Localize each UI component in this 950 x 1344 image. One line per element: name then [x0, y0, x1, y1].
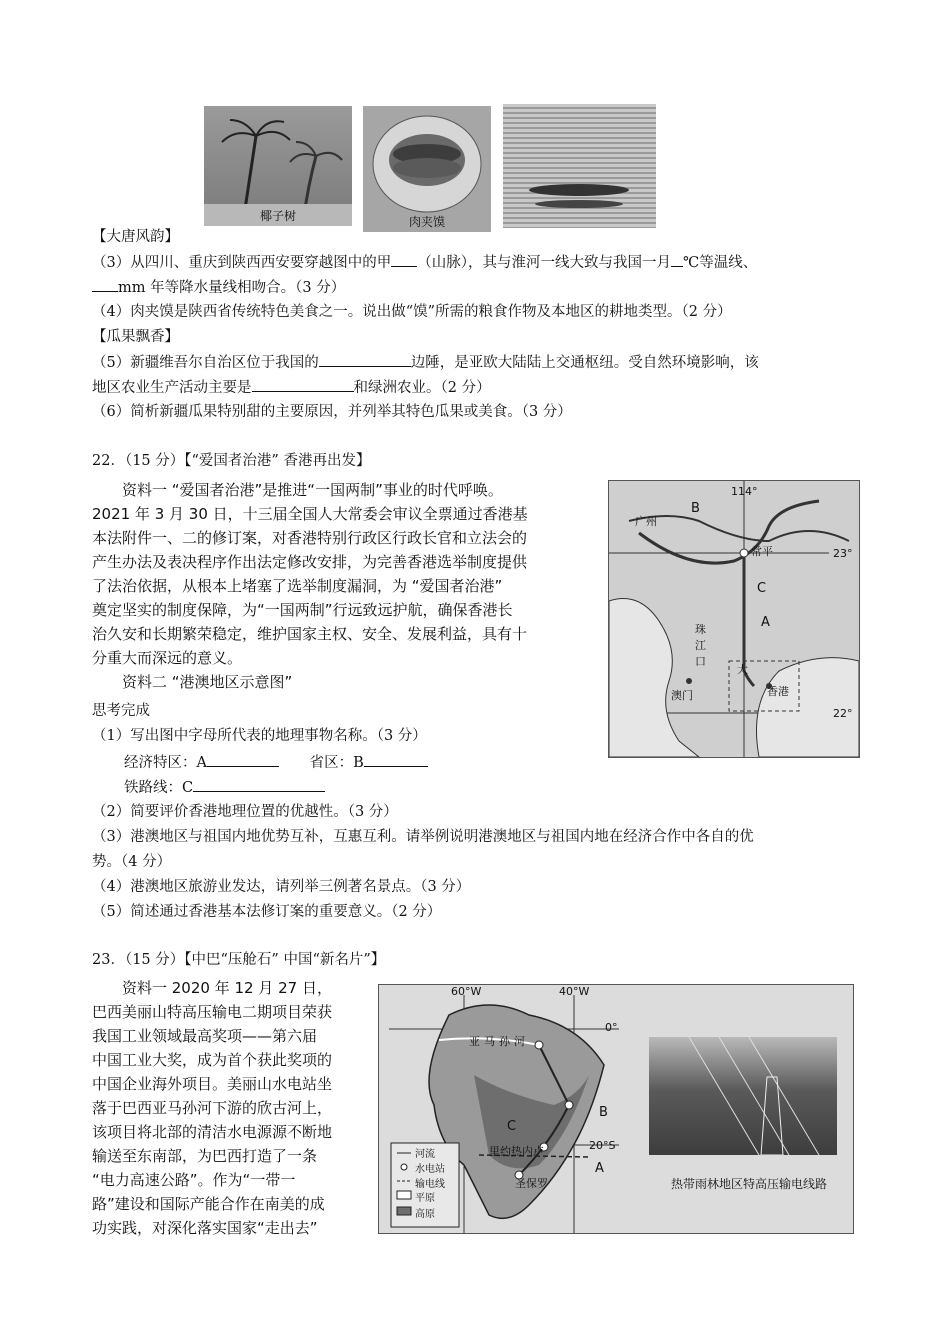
q22-q3-line1: （3）港澳地区与祖国内地优势互补，互惠互利。请举例说明港澳地区与祖国内地在经济合作中各自的优	[92, 829, 754, 845]
coconut-tree-photo	[204, 106, 352, 226]
q5-blank-border[interactable]	[319, 352, 411, 367]
map23-legend-plateau: 高原	[415, 1209, 435, 1220]
q23-para-line: 输送至东南部，为巴西打造了一条	[92, 1147, 318, 1165]
q23-para-line: “电力高速公路”。作为“一带一	[92, 1171, 296, 1189]
q22-para-line: 奠定坚实的制度保障，为“一国两制”行远致远护航，确保香港长	[92, 601, 513, 619]
map22-lat23: 23°	[833, 547, 853, 560]
map23-legend-river: 河流	[415, 1149, 435, 1160]
map23-legend-plain: 平原	[415, 1193, 435, 1204]
map22-zhujiangkou-2: 江	[695, 639, 706, 652]
hk-macau-map	[608, 480, 860, 758]
q22-title: 22．（15 分）【“爱国者治港” 香港再出发】	[92, 453, 371, 469]
map22-shenzhen: 大	[737, 663, 748, 676]
q23-para-line: 该项目将北部的清洁水电源源不断地	[92, 1123, 333, 1141]
q23-material1	[92, 976, 372, 1240]
map23-label-a: A	[595, 1161, 604, 1176]
melon-heading: 【瓜果飘香】	[92, 329, 179, 345]
q22-para-line: 产生办法及表决程序作出法定修改安排，为完善香港选举制度提供	[92, 553, 528, 571]
map22-changping: 常平	[751, 545, 773, 558]
map23-lat20: 20°S	[589, 1139, 616, 1152]
roujiamo-photo	[363, 106, 491, 232]
q23-title: 23．（15 分）【中巴“压舱石” 中国“新名片”】	[92, 952, 386, 968]
q22-para-line: 了法治依据，从根本上堵塞了选举制度漏洞，为 “爱国者治港”	[92, 577, 503, 595]
q22-think: 思考完成	[92, 703, 150, 719]
q22-blank-b[interactable]	[364, 752, 428, 767]
q23-para-line: 落于巴西亚马孙河下游的欣古河上，	[92, 1099, 333, 1117]
melon-q5-line1: （5）新疆维吾尔自治区位于我国的 边陲，是亚欧大陆陆上交通枢纽。受自然环境影响，该	[92, 352, 759, 373]
q23-para-line: 巴西美丽山特高压输电二期项目荣获	[92, 1003, 333, 1021]
q22-para-line: 本法附件一、二的修订案，对香港特别行政区行政长官和立法会的	[92, 529, 528, 547]
transmission-line-photo	[649, 1037, 837, 1155]
map23-legend-station: 水电站	[415, 1164, 445, 1175]
q22-q3-line2: 势。（4 分）	[92, 854, 172, 870]
q22-q1-rail: 铁路线：C	[124, 777, 325, 798]
map23-amazon: 亚马孙河	[469, 1035, 529, 1048]
roujiamo-caption: 肉夹馍	[408, 215, 445, 229]
q22-blank-c[interactable]	[193, 777, 325, 792]
q22-material2: 资料二 “港澳地区示意图”	[122, 673, 293, 691]
q3-blank-temp[interactable]	[671, 252, 683, 267]
tang-q3-line2: mm 年等降水量线相吻合。（3 分）	[92, 277, 345, 298]
map23-saopaulo: 圣保罗	[515, 1177, 548, 1190]
map23-legend-line: 输电线	[415, 1179, 445, 1190]
q22-q2: （2）简要评价香港地理位置的优越性。（3 分）	[92, 804, 398, 820]
map22-hongkong: 香港	[767, 685, 789, 698]
q23-para-line: 资料一 2020 年 12 月 27 日，	[122, 979, 332, 997]
melon-q6: （6）简析新疆瓜果特别甜的主要原因，并列举其特色瓜果或美食。（3 分）	[92, 404, 572, 420]
coconut-caption: 椰子树	[259, 209, 296, 223]
map23-label-b: B	[599, 1105, 608, 1120]
map22-lat22: 22°	[833, 707, 853, 720]
map23-lon60: 60°W	[451, 985, 482, 998]
tang-q3-line1: （3）从四川、重庆到陕西西安要穿越图中的甲 （山脉），其与淮河一线大致与我国一月 ℃等温线、	[92, 252, 757, 273]
map22-guangzhou: 广州	[635, 515, 657, 528]
map22-lon: 114°	[731, 485, 758, 498]
q23-para-line: 中国工业大奖，成为首个获此奖项的	[92, 1051, 333, 1069]
third-photo	[503, 104, 656, 228]
q23-para-line: 功实践，对深化落实国家“走出去”	[92, 1219, 318, 1237]
map23-label-c: C	[507, 1119, 517, 1134]
q22-blank-a[interactable]	[207, 752, 279, 767]
q22-para-line: 资料一 “爱国者治港”是推进“一国两制”事业的时代呼唤。	[122, 481, 503, 499]
q3-blank-precip[interactable]	[92, 277, 118, 292]
q3-blank-mountain[interactable]	[391, 252, 417, 267]
map22-zhujiangkou-3: 口	[695, 655, 706, 668]
map23-lat0: 0°	[605, 1021, 618, 1034]
tang-heading: 【大唐风韵】	[92, 229, 179, 245]
map22-label-b: B	[691, 501, 700, 516]
q22-q1-answers: 经济特区：A 省区：B	[124, 752, 428, 773]
map22-zhujiangkou-1: 珠	[695, 623, 706, 636]
brazil-figure	[378, 984, 854, 1234]
q22-material1	[92, 478, 602, 694]
map22-macau: 澳门	[671, 689, 693, 702]
q5-blank-agri[interactable]	[252, 377, 354, 392]
q22-para-line: 治久安和长期繁荣稳定，维护国家主权、安全、发展利益，具有十	[92, 625, 528, 643]
q23-para-line: 中国企业海外项目。美丽山水电站坐	[92, 1075, 333, 1093]
q22-q5: （5）简述通过香港基本法修订案的重要意义。（2 分）	[92, 904, 442, 920]
q22-para-line: 分重大而深远的意义。	[92, 649, 243, 667]
map22-label-a: A	[761, 615, 770, 630]
q22-q1: （1）写出图中字母所代表的地理事物名称。（3 分）	[92, 728, 427, 744]
q23-para-line: 我国工业领域最高奖项——第六届	[92, 1027, 318, 1045]
photo23-caption: 热带雨林地区特高压输电线路	[671, 1177, 828, 1191]
melon-q5-line2: 地区农业生产活动主要是 和绿洲农业。（2 分）	[92, 377, 491, 398]
q23-para-line: 路”建设和国际产能合作在南美的成	[92, 1195, 325, 1213]
map23-rio: 里约热内卢	[489, 1145, 544, 1158]
map23-lon40: 40°W	[559, 985, 590, 998]
q22-para-line: 2021 年 3 月 30 日，十三届全国人大常委会审议全票通过香港基	[92, 505, 528, 523]
map22-label-c: C	[757, 581, 767, 596]
tang-q4: （4）肉夹馍是陕西省传统特色美食之一。说出做“馍”所需的粮食作物及本地区的耕地类型。（2 分）	[92, 304, 732, 320]
q22-q4: （4）港澳地区旅游业发达，请列举三例著名景点。（3 分）	[92, 879, 471, 895]
